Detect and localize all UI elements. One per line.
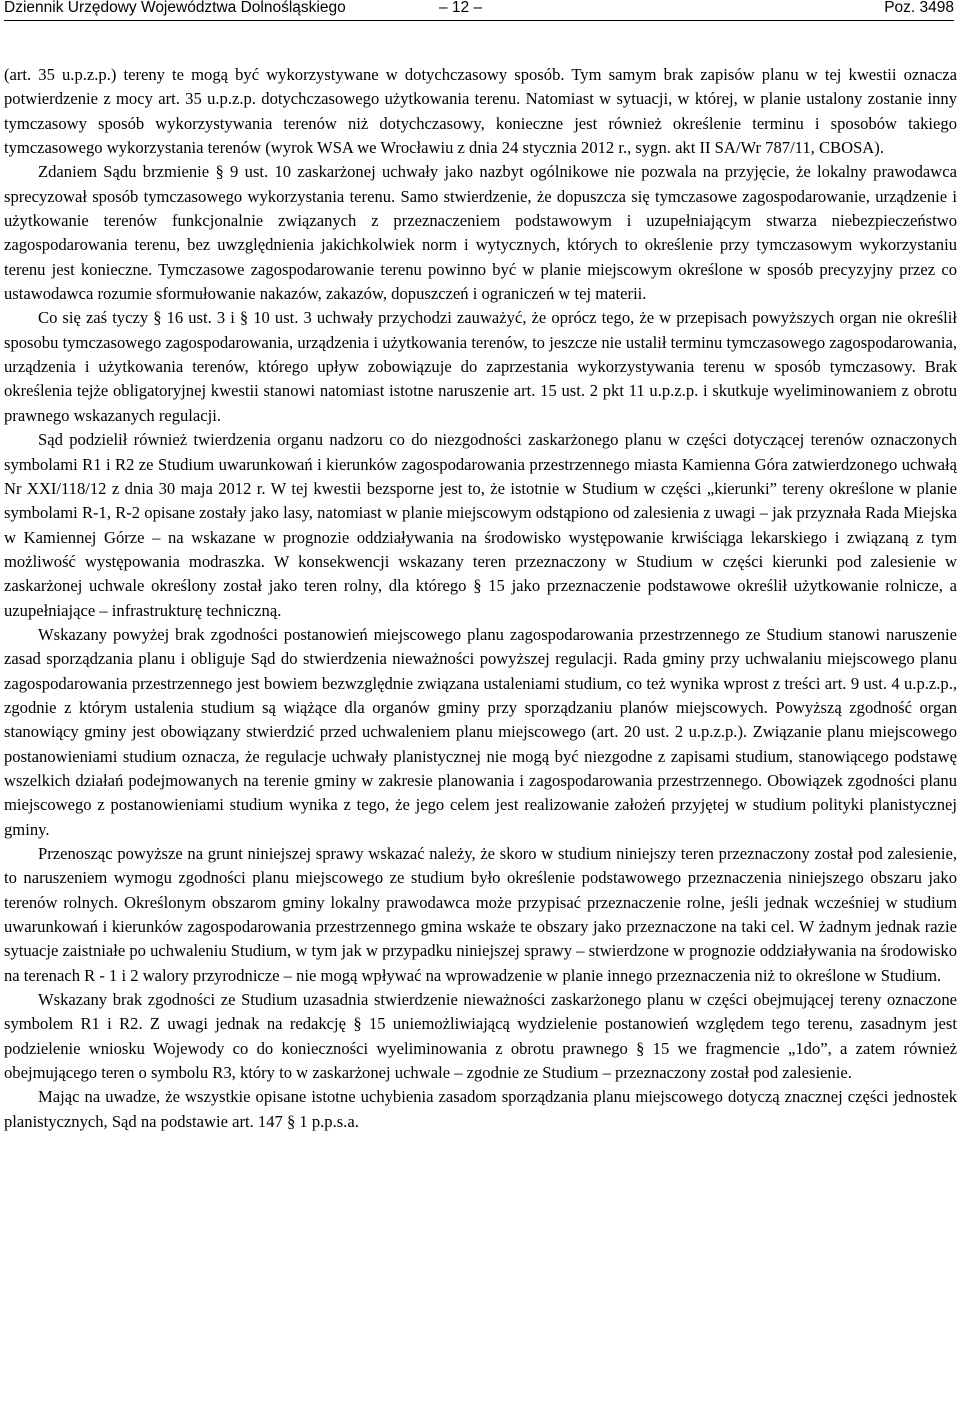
page-header	[4, 0, 954, 21]
position-number: Poz. 3498	[884, 0, 954, 16]
journal-title: Dziennik Urzędowy Województwa Dolnośląskiego	[4, 0, 346, 16]
paragraph: Zdaniem Sądu brzmienie § 9 ust. 10 zaskarżonej uchwały jako nazbyt ogólnikowe nie pozwala na przyjęcie, że lokalny prawodawca sprecyzował sposób tymczasowego wykorzystania terenu. Samo stwierdzenie, że dopuszcza się tymczasowe zagospodarowanie, urządzenie i użytkowanie terenów funkcjonalnie związanych z przeznaczeniem podstawowym i uzupełniającym stwarza niebezpieczeństwo zagospodarowania terenu, bez uwzględnienia jakichkolwiek norm i wytycznych, których to określenie przy tymczasowym wykorzystaniu terenu jest konieczne. Tymczasowe zagospodarowanie terenu powinno być w planie miejscowym określone w sposób precyzyjny przez co ustawodawca rozumie sformułowanie nakazów, zakazów, dopuszczeń i ograniczeń w tej materii.	[4, 162, 957, 304]
paragraph: Wskazany powyżej brak zgodności postanowień miejscowego planu zagospodarowania przestrzennego ze Studium stanowi naruszenie zasad sporządzania planu i obliguje Sąd do stwierdzenia nieważności powyższej regulacji. Rada gminy przy uchwalaniu miejscowego planu zagospodarowania przestrzennego jest bowiem bezwzględnie związana ustaleniami studium, co też wynika wprost z treści art. 9 ust. 4 u.p.z.p., zgodnie z którym ustalenia studium są wiążące dla organów gminy przy sporządzaniu planów miejscowych. Powyższą zgodność organ stanowiący gminy jest obowiązany stwierdzić przed uchwaleniem planu miejscowego (art. 20 ust. 2 u.p.z.p.). Związanie planu miejscowego postanowieniami studium oznacza, że regulacje uchwały planistycznej nie mogą być niezgodne z zapisami studium, stanowiącego podstawę wszelkich działań podejmowanych na terenie gminy w zakresie planowania i zagospodarowania przestrzennego. Obowiązek zgodności planu miejscowego z postanowieniami studium wynika z tego, że jego celem jest realizowanie założeń przyjętej w studium polityki planistycznej gminy.	[4, 624, 957, 839]
paragraph: Mając na uwadze, że wszystkie opisane istotne uchybienia zasadom sporządzania planu miejscowego dotyczą znacznej części jednostek planistycznych, Sąd na podstawie art. 147 § 1 p.p.s.a.	[4, 1087, 957, 1131]
paragraph: Sąd podzielił również twierdzenia organu nadzoru co do niezgodności zaskarżonego planu w części dotyczącej terenów oznaczonych symbolami R1 i R2 ze Studium uwarunkowań i kierunków zagospodarowania przestrzennego miasta Kamienna Góra zatwierdzonego uchwałą Nr XXI/118/12 z dnia 30 maja 2012 r. W tej kwestii bezsporne jest to, że istotnie w Studium w części „kierunki” tereny określone w planie symbolami R-1, R-2 opisane zostały jako lasy, natomiast w planie miejscowym odstąpiono od zalesienia z uwagi – jak przyznała Rada Miejska w Kamiennej Górze – na wskazane w prognozie oddziaływania na środowisko występowanie krwiściąga lekarskiego i związaną z tym możliwość występowania modraszka. W konsekwencji wskazany teren przeznaczony w Studium w części kierunki pod zalesienie w zaskarżonej uchwale określony został jako teren rolny, dla którego § 15 jako przeznaczenie podstawowe określił użytkowanie rolnicze, a uzupełniające – infrastrukturę techniczną.	[4, 430, 957, 620]
page-number: – 12 –	[439, 0, 483, 16]
paragraph: Przenosząc powyższe na grunt niniejszej sprawy wskazać należy, że skoro w studium niniejszy teren przeznaczony został pod zalesienie, to naruszeniem wymogu zgodności planu miejscowego ze studium było określenie podstawowego przeznaczenia niniejszego obszaru jako terenów rolnych. Określonym obszarom gminy lokalny prawodawca może przypisać przeznaczenie rolne, jeśli jednak wcześniej w studium uwarunkowań i kierunków zagospodarowania przestrzennego gmina wskaże te obszary jako przeznaczone na taki cel. W żadnym jednak razie sytuacje zaistniałe po uchwaleniu Studium, w tym jak w przypadku niniejszej sprawy – stwierdzone w prognozie oddziaływania na środowisko na terenach R - 1 i 2 walory przyrodnicze – nie mogą wpływać na wprowadzenie w planie innego przeznaczenia niż to określone w Studium.	[4, 844, 957, 985]
paragraph: (art. 35 u.p.z.p.) tereny te mogą być wykorzystywane w dotychczasowy sposób. Tym samym brak zapisów planu w tej kwestii oznacza potwierdzenie z mocy art. 35 u.p.z.p. dotychczasowego użytkowania terenu. Natomiast w sytuacji, w której, w planie ustalony zostanie inny tymczasowy sposób wykorzystywania terenów niż dotychczasowy, konieczne jest również określenie terminu i sposobów takiego tymczasowego wykorzystania terenów (wyrok WSA we Wrocławiu z dnia 24 stycznia 2012 r., sygn. akt II SA/Wr 787/11, CBOSA).	[4, 65, 957, 158]
document-body	[4, 63, 957, 1134]
paragraph: Co się zaś tyczy § 16 ust. 3 i § 10 ust. 3 uchwały przychodzi zauważyć, że oprócz tego, że w przepisach powyższych organ nie określił sposobu tymczasowego zagospodarowania, urządzenia i użytkowania terenów, to jeszcze nie ustalił terminu tymczasowego zagospodarowania, urządzenia i użytkowania terenów, którego upływ zobowiązuje do zaprzestania wykorzystywania terenu w sposób tymczasowy. Brak określenia tejże obligatoryjnej kwestii stanowi natomiast istotne naruszenie art. 15 ust. 2 pkt 11 u.p.z.p. i skutkuje wyeliminowaniem z obrotu prawnego wskazanych regulacji.	[4, 308, 957, 425]
paragraph: Wskazany brak zgodności ze Studium uzasadnia stwierdzenie nieważności zaskarżonego planu w części obejmującej tereny oznaczone symbolem R1 i R2. Z uwagi jednak na redakcję § 15 uniemożliwiającą wydzielenie postanowień względem tego terenu, zasadnym jest podzielenie wniosku Wojewody co do konieczności wyeliminowania z obrotu prawnego § 15 we fragmencie „1do”, a zatem również obejmującego teren o symbolu R3, który to w zaskarżonej uchwale – zgodnie ze Studium – przeznaczony został pod zalesienie.	[4, 990, 957, 1083]
